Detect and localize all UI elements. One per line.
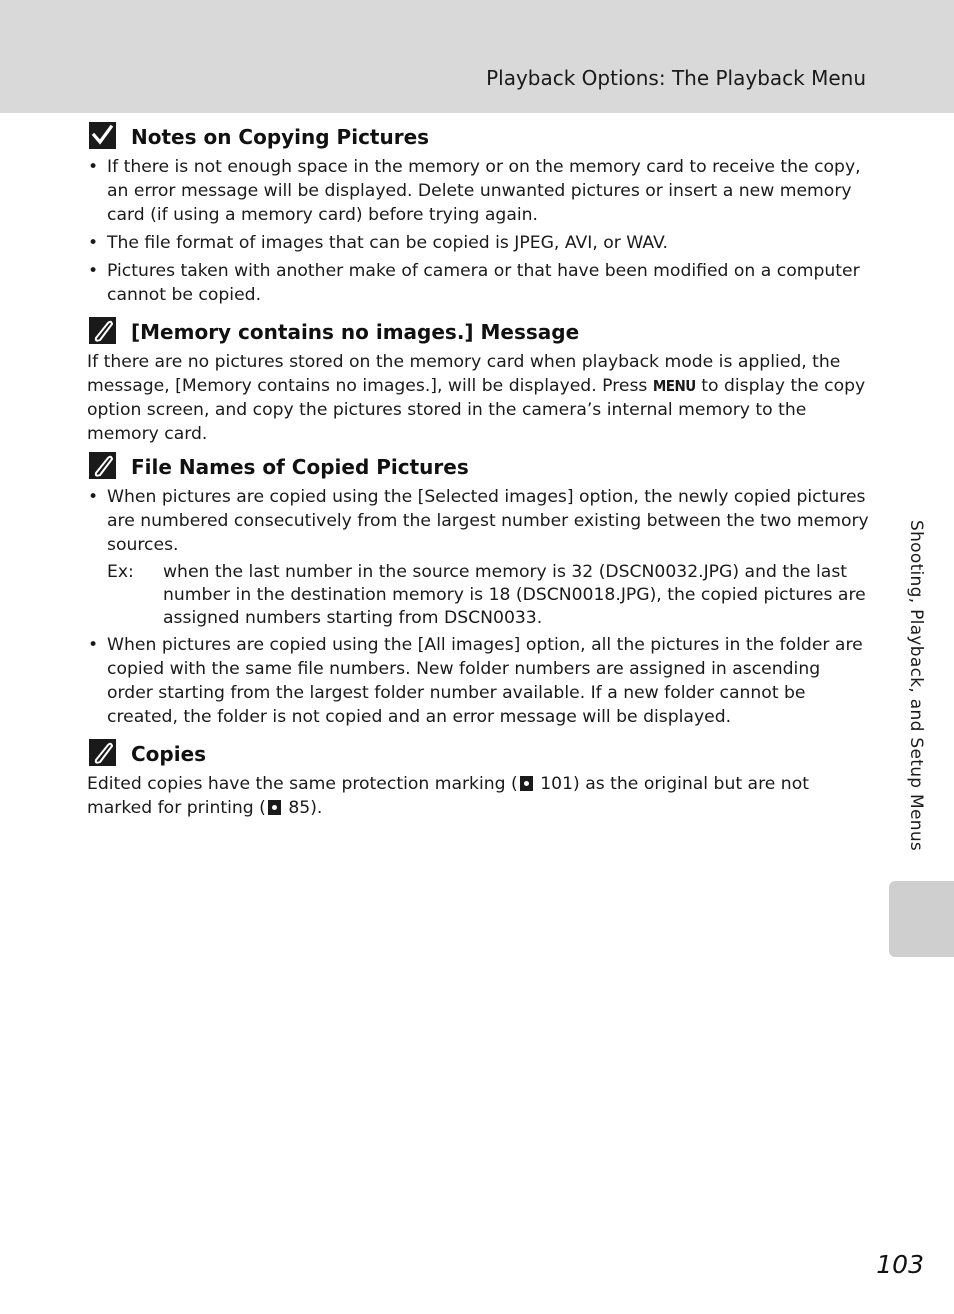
example-label: Ex:: [107, 562, 134, 582]
page-header: [0, 0, 954, 113]
pencil-note-icon: [89, 739, 116, 766]
page-reference-icon: [520, 776, 533, 791]
file-names-list-2: [87, 633, 869, 729]
paragraph-text: to display the copy option screen, and copy the pictures stored in the camera’s internal memory to the memory card.: [87, 376, 866, 444]
section-copies: [87, 739, 869, 771]
check-note-icon: [89, 122, 116, 149]
section-notes-copying: [87, 122, 869, 154]
section-memory-message: [87, 317, 869, 349]
section-title: [Memory contains no images.] Message: [131, 320, 580, 344]
list-item: • If there is not enough space in the memory or on the memory card to receive the copy, an error message will be displayed. Delete unwanted pictures or insert a new memory card (if using a memory card) before trying again.: [87, 155, 869, 227]
section-title: Notes on Copying Pictures: [131, 125, 430, 149]
header-title: Playback Options: The Playback Menu: [486, 66, 866, 90]
chapter-side-label: [906, 520, 932, 870]
list-item: • Pictures taken with another make of camera or that have been modified on a computer cannot be copied.: [87, 259, 869, 307]
section-file-names: [87, 452, 869, 484]
memory-message-paragraph: [87, 350, 869, 446]
paragraph-text: ).: [310, 798, 323, 818]
pencil-note-icon: [89, 452, 116, 479]
paragraph-text: If there are no pictures stored on the memory card when playback mode is applied, the message, [Memory contains no images.], will be displayed. Press: [87, 352, 841, 396]
section-title: File Names of Copied Pictures: [131, 455, 469, 479]
section-title: Copies: [131, 742, 207, 766]
page-content: [87, 122, 869, 820]
list-item: • The file format of images that can be copied is JPEG, AVI, or WAV.: [87, 231, 869, 255]
chapter-tab: [889, 881, 954, 957]
page-reference: 85: [288, 798, 311, 818]
file-names-list: [87, 485, 869, 557]
menu-button-glyph: MENU: [652, 377, 696, 395]
notes-list: [87, 155, 869, 307]
example-block: [107, 561, 869, 630]
list-item: • When pictures are copied using the [All images] option, all the pictures in the folder are copied with the same file numbers. New folder numbers are assigned in ascending order starting from the largest folder number available. If a new folder cannot be created, the folder is not copied and an error message will be displayed.: [87, 633, 869, 729]
list-item: • When pictures are copied using the [Selected images] option, the newly copied pictures are numbered consecutively from the largest number existing between the two memory sources.: [87, 485, 869, 557]
paragraph-text: ) as the original but are not marked for printing (: [87, 774, 809, 818]
example-text: when the last number in the source memory is 32 (DSCN0032.JPG) and the last number in the destination memory is 18 (DSCN0018.JPG), the copied pictures are assigned numbers starting from DSCN0033.: [163, 562, 866, 628]
paragraph-text: Edited copies have the same protection marking (: [87, 774, 518, 794]
chapter-label-text: Shooting, Playback, and Setup Menus: [906, 520, 926, 852]
copies-paragraph: [87, 772, 869, 820]
page-reference: 101: [540, 774, 574, 794]
page-reference-icon: [268, 800, 281, 815]
page-number: 103: [876, 1250, 924, 1279]
pencil-note-icon: [89, 317, 116, 344]
